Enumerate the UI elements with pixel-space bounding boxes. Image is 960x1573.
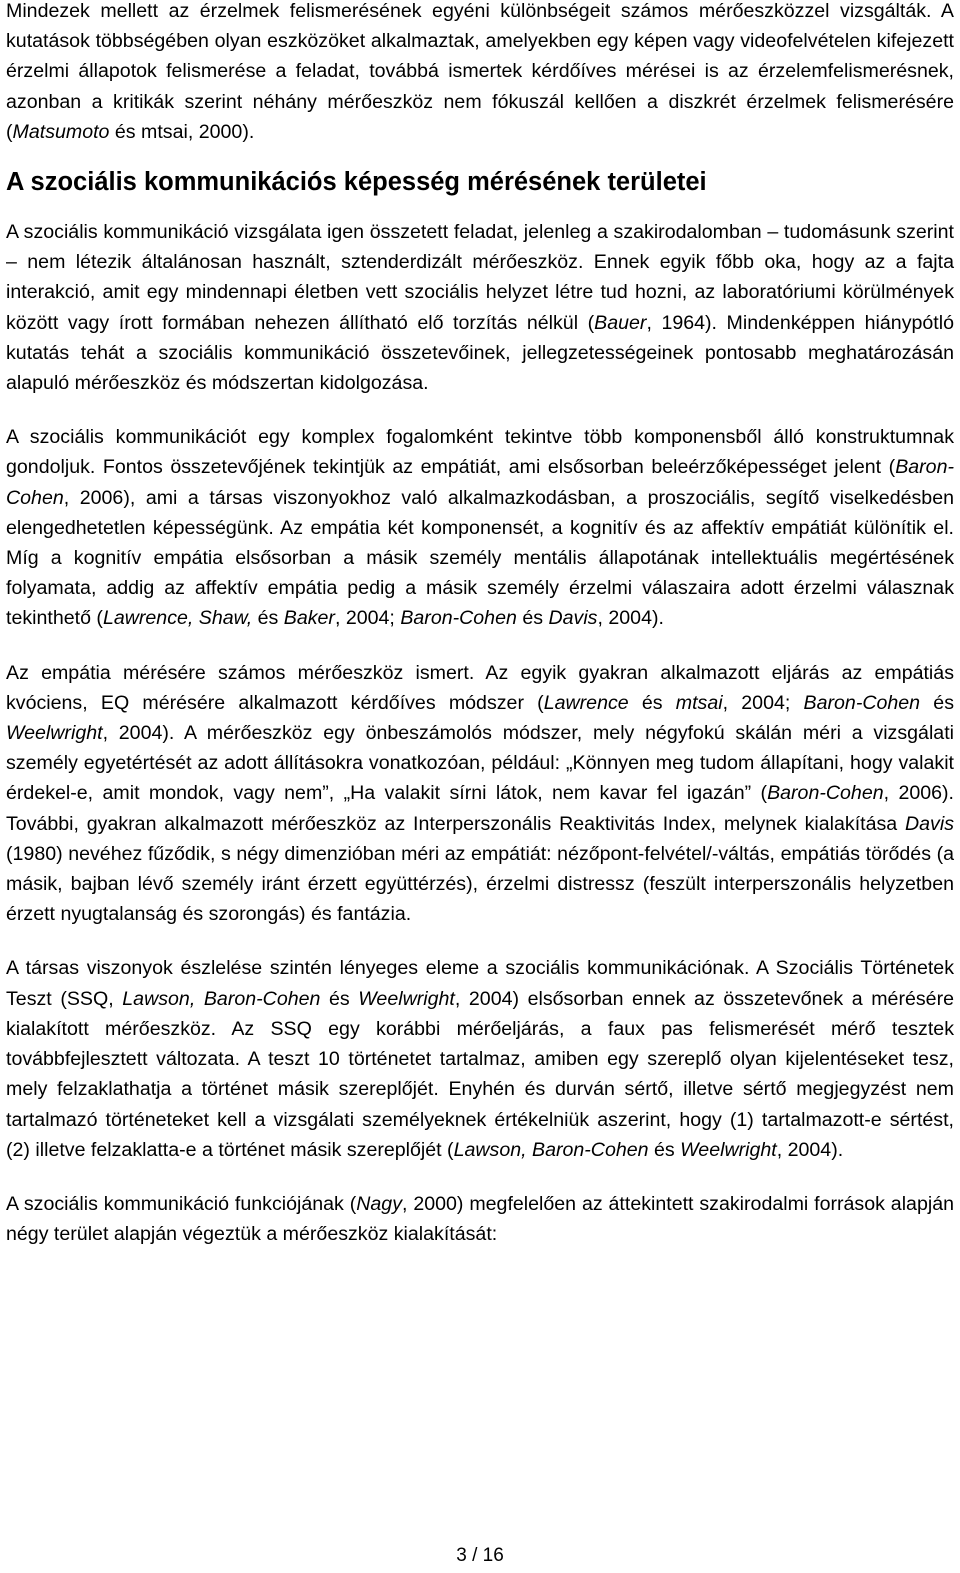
citation-author: Baron-Cohen bbox=[6, 456, 954, 509]
citation-author: mtsai bbox=[675, 691, 723, 714]
citation-author: Nagy bbox=[356, 1192, 402, 1215]
citation-author: Bauer bbox=[594, 311, 647, 334]
citation-author: Baker bbox=[283, 607, 335, 630]
section-heading: A szociális kommunikációs képesség mérésének területei bbox=[6, 168, 707, 197]
citation-author: Lawrence bbox=[543, 691, 629, 714]
paragraph-social-relations: A társas viszonyok észlelése szintén lényeges eleme a szociális kommunikációnak. A Szociális Történetek Teszt (SSQ, Lawson, Baron-Cohen és Weelwright, 2004) elsősorban ennek az összetevőnek a mérésére kialakított mérőeszköz. Az SSQ egy korábbi mérőeljárás, a faux pas felismerését mérő tesztek továbbfejlesztett változata. A teszt 10 történetet tartalmaz, amiben egy szereplő olyan kijelentéseket tesz, mely felzaklathatja a történet másik szereplőjét. Enyhén és durván sértő, illetve sértő megjegyzést nem tartalmazó történeteket kell a vizsgálati személyeknek értékelniük aszerint, hogy (1) tartalmazott-e sértést, (2) illetve felzaklatta-e a történet másik szereplőjét (Lawson, Baron-Cohen és Weelwright, 2004). bbox=[6, 957, 954, 1161]
paragraph-social-communication: A szociális kommunikáció vizsgálata igen összetett feladat, jelenleg a szakirodalomban – tudomásunk szerint – nem létezik általánosan használt, sztenderdizált mérőeszköz. Ennek egyik főbb oka, hogy az a fajta interakció, amit egy mindennapi életben vett szociális helyzet létre tud hozni, az laboratóriumi körülmények között vagy írott formában nehezen állítható elő torzítás nélkül (Bauer, 1964). Mindenképpen hiánypótló kutatás tehát a szociális kommunikáció összetevőinek, jellegzetességeinek pontosabb meghatározásán alapuló mérőeszköz és módszertan kidolgozása. bbox=[6, 221, 954, 395]
citation-author: Baron-Cohen bbox=[767, 782, 884, 805]
citation-author: Weelwright bbox=[6, 722, 103, 745]
citation-author: Weelwright bbox=[358, 987, 455, 1010]
paragraph-empathy-construct: A szociális kommunikációt egy komplex fogalomként tekintve több komponensből álló konstruktumnak gondoljuk. Fontos összetevőjének tekintjük az empátiát, ami elsősorban beleérzőképességet jelent (Baron-Cohen, 2006), ami a társas viszonyokhoz való alkalmazkodásban, a proszociális, segítő viselkedésben elengedhetetlen képességünk. Az empátia két komponensét, a kognitív és az affektív empátiát különítik el. Míg a kognitív empátia elsősorban a másik személy mentális állapotának intellektuális megértésének folyamata, addig az affektív empátia pedig a másik személy érzelmi válaszaira adott érzelmi válasznak tekinthető (Lawrence, Shaw, és Baker, 2004; Baron-Cohen és Davis, 2004). bbox=[6, 426, 954, 630]
citation-author: Lawson, Baron-Cohen bbox=[453, 1138, 649, 1161]
paragraph-four-areas: A szociális kommunikáció funkciójának (Nagy, 2000) megfelelően az áttekintett szakirodalmi források alapján négy terület alapján végeztük a mérőeszköz kialakítását: bbox=[6, 1192, 955, 1246]
citation-author: Matsumoto bbox=[12, 120, 110, 143]
page-number: 3 / 16 bbox=[456, 1545, 504, 1566]
paragraph-empathy-measures: Az empátia mérésére számos mérőeszköz ismert. Az egyik gyakran alkalmazott eljárás az empátiás kvóciens, EQ mérésére alkalmazott kérdőíves módszer (Lawrence és mtsai, 2004; Baron-Cohen és Weelwright, 2004). A mérőeszköz egy önbeszámolós módszer, mely négyfokú skálán méri a vizsgálati személy egyetértését az adott állításokra vonatkozóan, például: „Könnyen meg tudom állapítani, hogy valakit érdekel-e, amit mondok, vagy nem”, „Ha valakit sírni látok, nem kavar fel igazán” (Baron-Cohen, 2006). További, gyakran alkalmazott mérőeszköz az Interperszonális Reaktivitás Index, melynek kialakítása Davis (1980) nevéhez fűződik, s négy dimenzióban méri az empátiát: nézőpont-felvétel/-váltás, empátiás törődés (a másik, bajban lévő személy iránt érzett együttérzés), érzelmi distressz (feszült interperszonális helyzetben érzett nyugtalanság és szorongás) és fantázia. bbox=[6, 661, 954, 926]
citation-author: Lawrence, Shaw, bbox=[102, 607, 253, 630]
citation-author: Weelwright bbox=[680, 1138, 777, 1161]
citation-author: Baron-Cohen bbox=[400, 607, 517, 630]
citation-author: Davis bbox=[548, 607, 598, 630]
paragraph-emotion-recognition: Mindezek mellett az érzelmek felismerésének egyéni különbségeit számos mérőeszközzel vizsgálták. A kutatások többségében olyan eszközöket alkalmaztak, amelyekben egy képen vagy videofelvételen kifejezett érzelmi állapotok felismerése a feladat, továbbá ismertek kérdőíves mérései is az érzelemfelismerésnek, azonban a kritikák szerint néhány mérőeszköz nem fókuszál kellően a diszkrét érzelmek felismerésére (Matsumoto és mtsai, 2000). bbox=[6, 0, 954, 143]
document-page bbox=[6, 0, 954, 1249]
citation-author: Lawson, Baron-Cohen bbox=[122, 987, 321, 1010]
citation-author: Baron-Cohen bbox=[803, 691, 921, 714]
citation-author: Davis bbox=[905, 812, 954, 835]
